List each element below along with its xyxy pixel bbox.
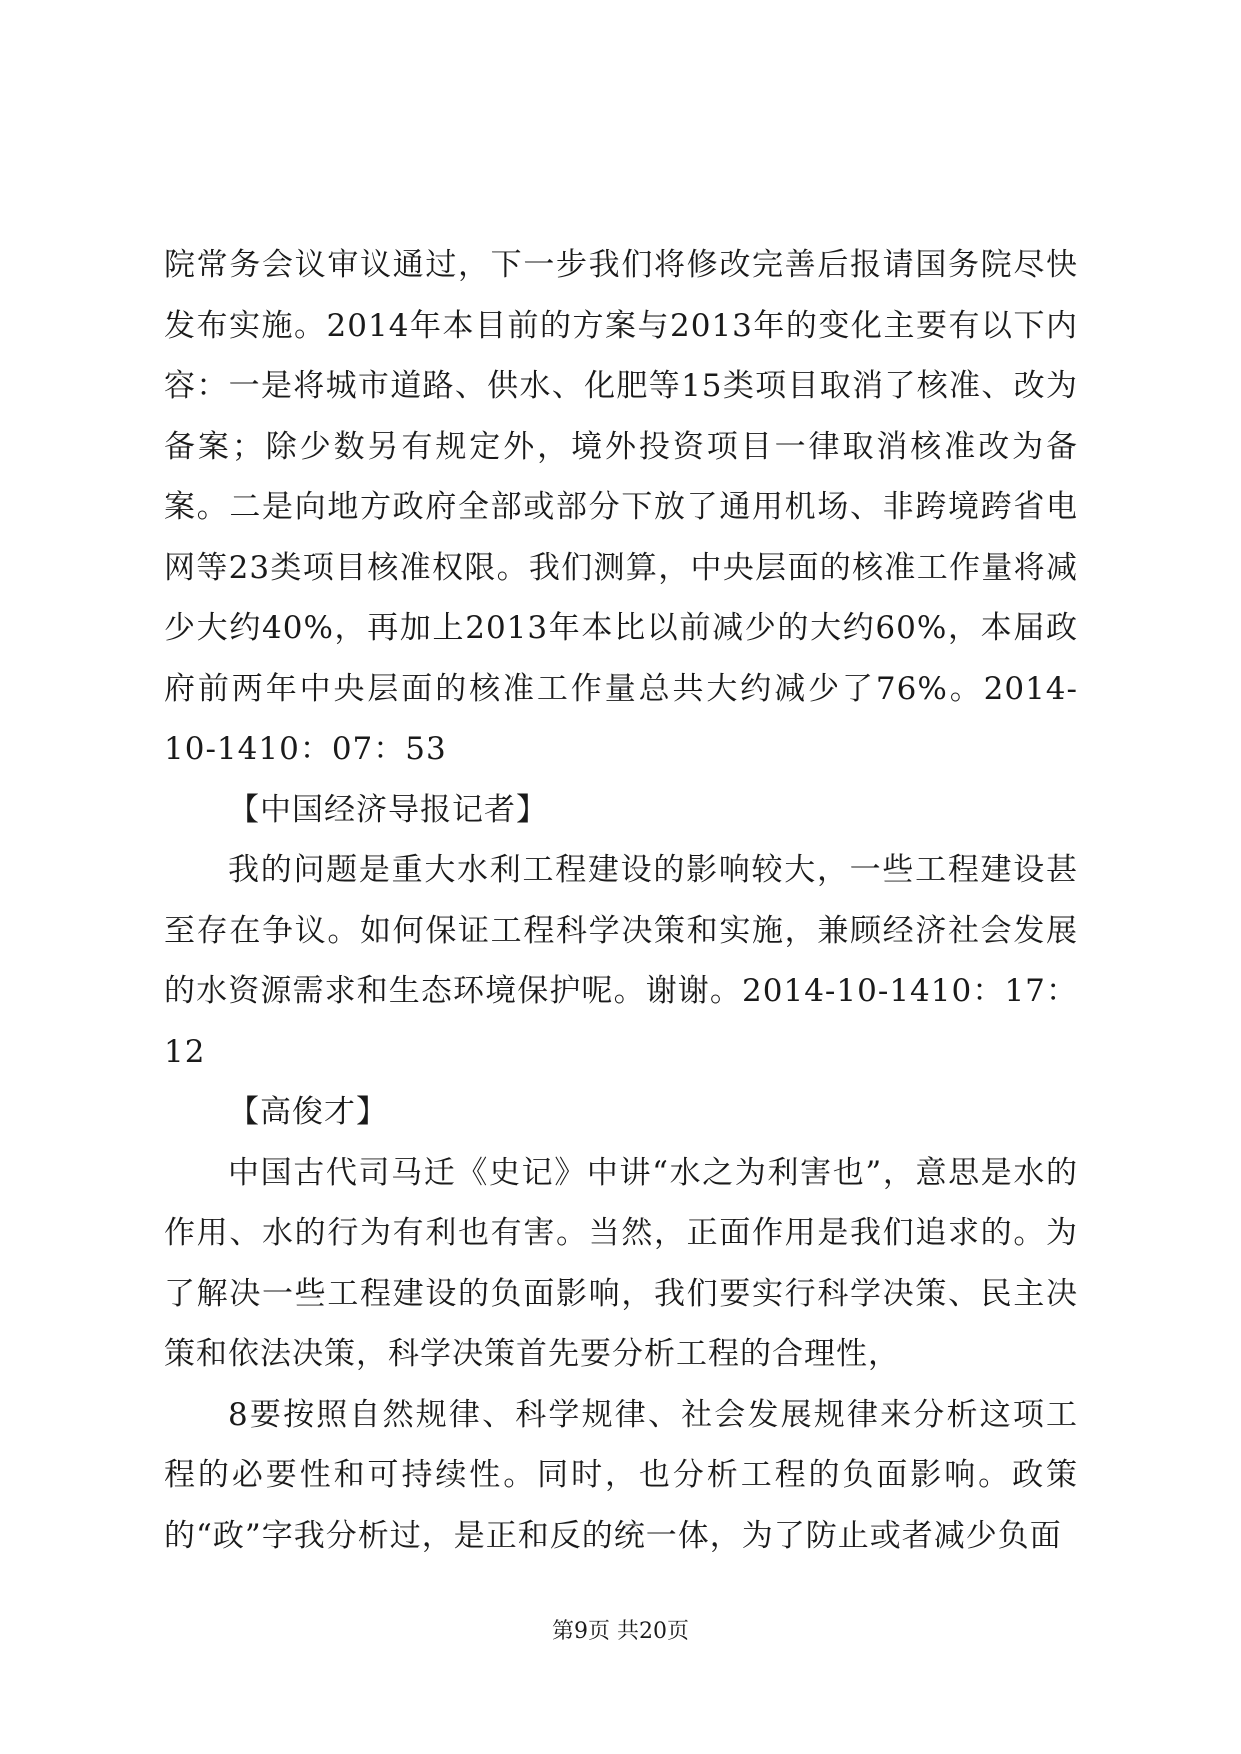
speaker-heading-gao: 【高俊才】 (228, 1094, 388, 1130)
paragraph-answer-2: 8要按照自然规律、科学规律、社会发展规律来分析这项工程的必要性和可持续性。同时，也分析工程的负面影响。政策的“政”字我分析过，是正和反的统一体，为了防止或者减少负面 (164, 1396, 1078, 1554)
paragraph-1: 院常务会议审议通过，下一步我们将修改完善后报请国务院尽快发布实施。2014年本目前的方案与2013年的变化主要有以下内容：一是将城市道路、供水、化肥等15类项目取消了核准、改为备案；除少数另有规定外，境外投资项目一律取消核准改为备案。二是向地方政府全部或部分下放了通用机场、非跨境跨省电网等23类项目核准权限。我们测算，中央层面的核准工作量将减少大约40%，再加上2013年本比以前减少的大约60%，本届政府前两年中央层面的核准工作量总共大约减少了76%。2014-10-1410：07：53 (164, 247, 1078, 767)
page-footer (0, 1617, 1241, 1647)
speaker-heading-reporter: 【中国经济导报记者】 (228, 791, 548, 828)
paragraph-question: 我的问题是重大水利工程建设的影响较大，一些工程建设甚至存在争议。如何保证工程科学决策和实施，兼顾经济社会发展的水资源需求和生态环境保护呢。谢谢。2014-10-1410：17：12 (164, 852, 1078, 1070)
page-number: 第9页 共20页 (552, 1619, 689, 1644)
document-body (164, 235, 1078, 1566)
paragraph-answer-1: 中国古代司马迁《史记》中讲“水之为利害也”，意思是水的作用、水的行为有利也有害。当然，正面作用是我们追求的。为了解决一些工程建设的负面影响，我们要实行科学决策、民主决策和依法决策，科学决策首先要分析工程的合理性， (164, 1154, 1078, 1372)
